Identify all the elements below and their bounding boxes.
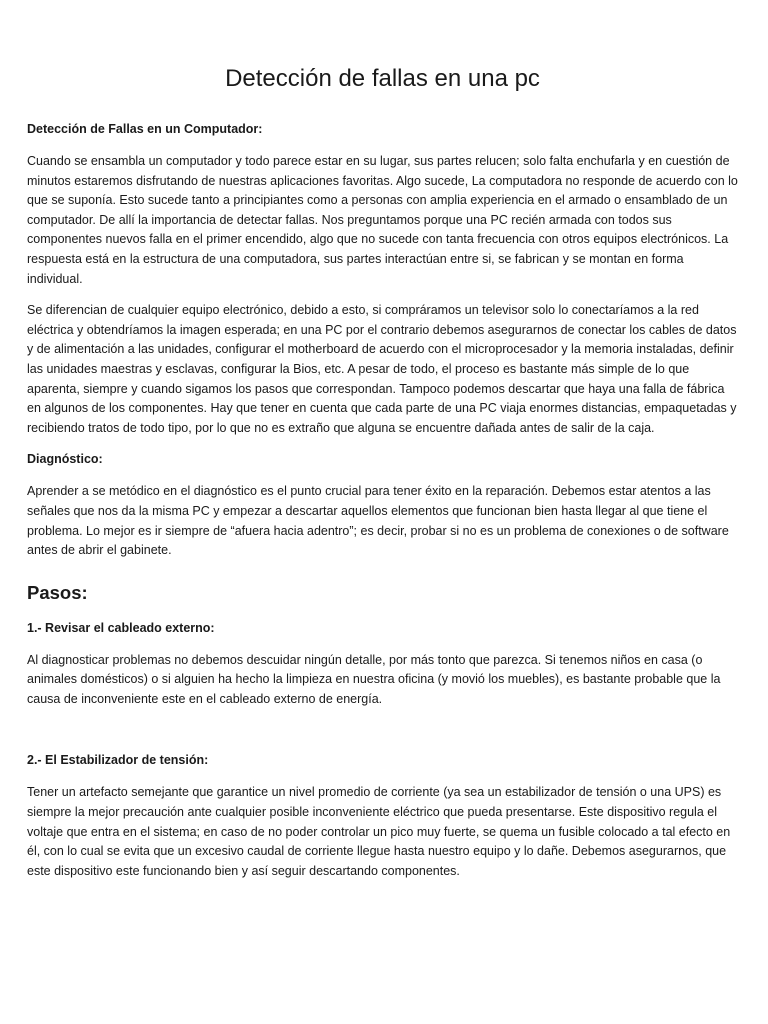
heading-deteccion: Detección de Fallas en un Computador:	[27, 122, 263, 136]
paragraph-step-2: Tener un artefacto semejante que garantice un nivel promedio de corriente (ya sea un estabilizador de tensión o una UPS) es siempre la mejor precaución ante cualquier posible inconveniente eléctrico que pueda presentarse. Este dispositivo regula el voltaje que entra en el sistema; en caso de no poder controlar un pico muy fuerte, se quema un fusible colocado a tal efecto en él, con lo cual se evita que un excesivo caudal de corriente llegue hasta nuestro equipo y lo dañe. Debemos asegurarnos, que este dispositivo este funcionando bien y así seguir descartando componentes.	[27, 785, 731, 878]
paragraph-diferencias: Se diferencian de cualquier equipo electrónico, debido a esto, si compráramos un televisor solo lo conectaríamos a la red eléctrica y obtendríamos la imagen esperada; en una PC por el contrario debemos asegurarnos de conectar los cables de datos y de alimentación a las unidades, configurar el motherboard de acuerdo con el microprocesador y la memoria instaladas, definir las unidades maestras y esclavas, configurar la Bios, etc. A pesar de todo, el proceso es bastante más simple de lo que aparenta, siempre y cuando sigamos los pasos que correspondan. Tampoco podemos descartar que haya una falla de fábrica en algunos de los componentes. Hay que tener en cuenta que cada parte de una PC viaja enormes distancias, empaquetadas y recibiendo tratos de todo tipo, por lo que no es extraño que alguna se encuentre dañada antes de salir de la caja.	[27, 303, 737, 435]
heading-pasos: Pasos:	[27, 581, 88, 603]
paragraph-diagnostico: Aprender a se metódico en el diagnóstico es el punto crucial para tener éxito en la reparación. Debemos estar atentos a las señales que nos da la misma PC y empezar a descartar aquellos elementos que funcionan bien hasta llegar al que tiene el problema. Lo mejor es ir siempre de “afuera hacia adentro”; es decir, probar si no es un problema de conexiones o de software antes de abrir el gabinete.	[27, 484, 729, 558]
document-title: Detección de fallas en una pc	[225, 65, 540, 92]
heading-step-1: 1.- Revisar el cableado externo:	[27, 620, 215, 635]
heading-diagnostico: Diagnóstico:	[27, 452, 103, 467]
heading-step-2: 2.- El Estabilizador de tensión:	[27, 753, 209, 768]
paragraph-intro: Cuando se ensambla un computador y todo parece estar en su lugar, sus partes relucen; solo falta enchufarla y en cuestión de minutos estaremos disfrutando de nuestras aplicaciones favoritas. Algo sucede, La computadora no responde de acuerdo con lo que se suponía. Esto sucede tanto a principiantes como a personas con amplia experiencia en el armado o ensamblado de un computador. De allí la importancia de detectar fallas. Nos preguntamos porque una PC recién armada con todos sus componentes nuevos falla en el primer encendido, algo que no sucede con tanta frecuencia con otros equipos electrónicos. La respuesta está en la estructura de una computadora, sus partes interactúan entre si, se fabrican y se montan en forma individual.	[27, 154, 738, 286]
paragraph-step-1: Al diagnosticar problemas no debemos descuidar ningún detalle, por más tonto que parezca. Si tenemos niños en casa (o animales domésticos) o si alguien ha hecho la limpieza en nuestra oficina (y movió los muebles), es bastante probable que la causa de inconveniente este en el cableado externo de energía.	[27, 652, 721, 706]
